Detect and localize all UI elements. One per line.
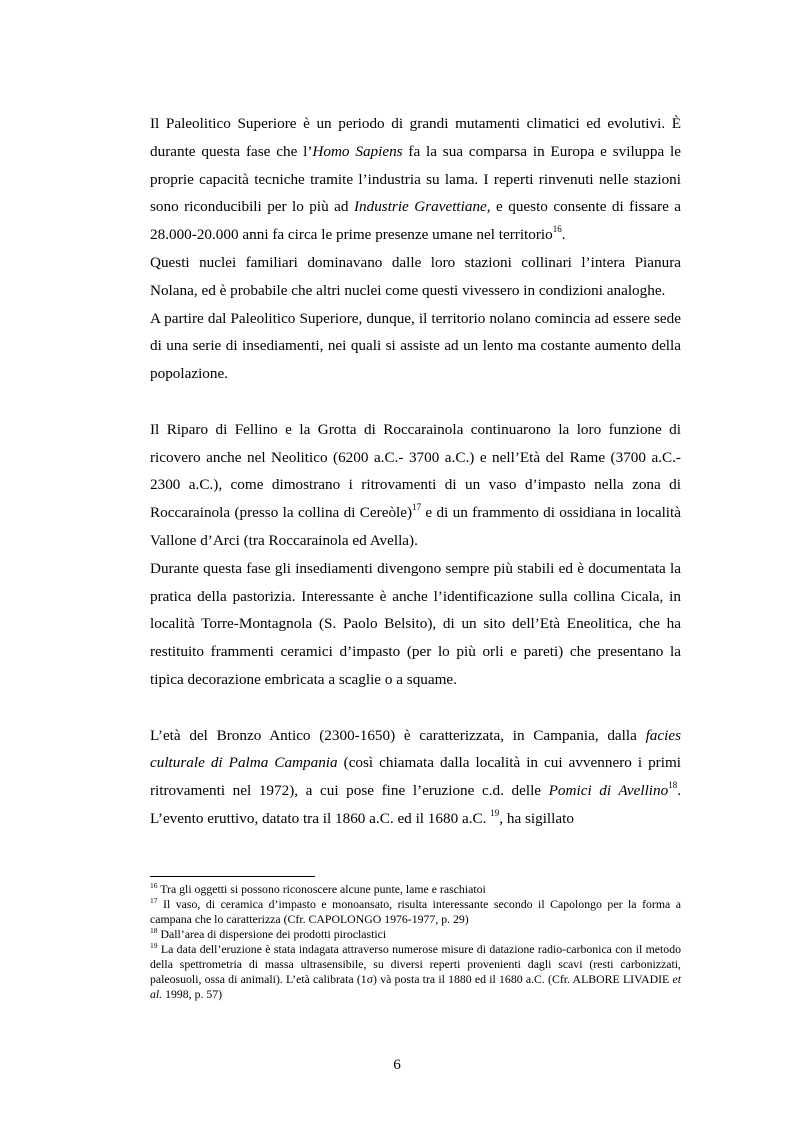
- paragraph-neolitico: Il Riparo di Fellino e la Grotta di Roccarainola continuarono la loro funzione di ricovero anche nel Neolitico (6200 a.C.- 3700 a.C.) e nell’Età del Rame (3700 a.C.- 2300 a.C.), come dimostrano i ritrovamenti di un vaso d’impasto nella zona di Roccarainola (presso la collina di Cereòle)$^{17}$ e di un frammento di ossidiana in località Vallone d’Arci (tra Roccarainola ed Avella).: [150, 420, 681, 549]
- page-number: 6: [393, 1056, 401, 1073]
- footnote-16: $^{16}$ Tra gli oggetti si possono riconoscere alcune punte, lame e raschiatoi: [150, 881, 486, 896]
- footnote-divider: [150, 876, 315, 877]
- footnote-19: $^{19}$ La data dell’eruzione è stata indagata attraverso numerose misure di datazione radio-carbonica con il metodo della spettrometria di massa ultrasensibile, su diversi reperti provenienti dagli scavi (resti carbonizzati, paleosuoli, ossa di animali). L’età calibrata (1σ) và posta tra il 1880 ed il 1680 a.C. (Cfr. ALBORE LIVADIE et al. 1998, p. 57): [150, 941, 681, 1001]
- page-body: [150, 110, 681, 833]
- paragraph-paleolitico: Il Paleolitico Superiore è un periodo di grandi mutamenti climatici ed evolutivi. È durante questa fase che l’Homo Sapiens fa la sua comparsa in Europa e sviluppa le proprie capacità tecniche tramite l’industria su lama. I reperti rinvenuti nelle stazioni sono riconducibili per lo più ad Industrie Gravettiane, e questo consente di fissare a 28.000-20.000 anni fa circa le prime presenze umane nel territorio$^{16}$.: [150, 115, 682, 244]
- footnote-17: $^{17}$ Il vaso, di ceramica d’impasto e monoansato, risulta interessante secondo il Capolongo per la forma a campana che lo caratterizza (Cfr. CAPOLONGO 1976-1977, p. 29): [150, 896, 681, 926]
- footnote-ref-18[interactable]: 18: [668, 780, 678, 791]
- paragraph-insediamenti: A partire dal Paleolitico Superiore, dunque, il territorio nolano comincia ad essere sede di una serie di insediamenti, nei quali si assiste ad un lento ma costante aumento della popolazione.: [150, 309, 681, 383]
- footnote-ref-19[interactable]: 19: [490, 807, 500, 818]
- footnote-ref-16[interactable]: 16: [552, 224, 562, 235]
- footnotes: [150, 882, 681, 1002]
- paragraph-bronzo: L’età del Bronzo Antico (2300-1650) è caratterizzata, in Campania, dalla facies culturale di Palma Campania (così chiamata dalla località in cui avvennero i primi ritrovamenti nel 1972), a cui pose fine l’eruzione c.d. delle Pomici di Avellino$^{18}$. L’evento eruttivo, datato tra il 1860 a.C. ed il 1680 a.C. $^{19}$, ha sigillato: [150, 726, 681, 827]
- footnote-ref-17[interactable]: 17: [412, 502, 422, 513]
- paragraph-nuclei: Questi nuclei familiari dominavano dalle loro stazioni collinari l’intera Pianura Nolana, ed è probabile che altri nuclei come questi vivessero in condizioni analoghe.: [150, 253, 681, 299]
- footnote-18: $^{18}$ Dall’area di dispersione dei prodotti piroclastici: [150, 926, 387, 941]
- paragraph-pastorizia: Durante questa fase gli insediamenti divengono sempre più stabili ed è documentata la pratica della pastorizia. Interessante è anche l’identificazione sulla collina Cicala, in località Torre-Montagnola (S. Paolo Belsito), di un sito dell’Età Eneolitica, che ha restituito frammenti ceramici d’impasto (per lo più orli e pareti) che presentano la tipica decorazione embricata a scaglie o a squame.: [150, 559, 681, 688]
